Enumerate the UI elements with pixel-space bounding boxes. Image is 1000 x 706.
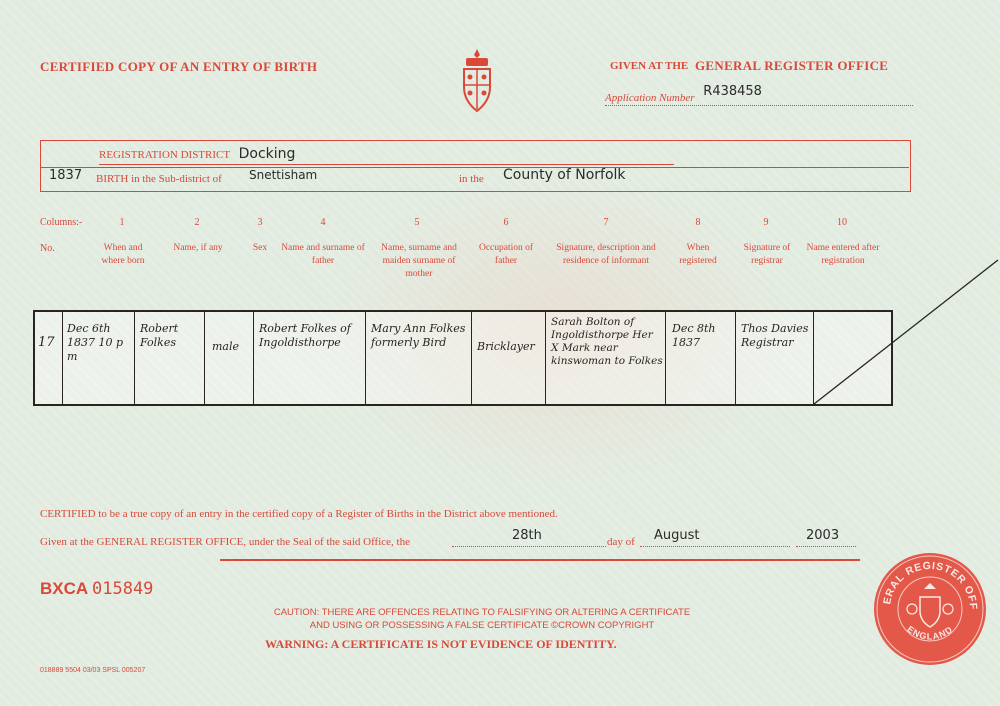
- entry-cell: [33, 312, 63, 404]
- column-header: Occupation of father: [478, 243, 534, 266]
- column-header: When and where born: [101, 243, 145, 266]
- application-number: R438458: [703, 84, 762, 99]
- caution-line-1: CAUTION: THERE ARE OFFENCES RELATING TO FALSIFYING OR ALTERING A CERTIFICATE: [273, 607, 691, 618]
- entry-cell: [205, 312, 254, 404]
- signature-rule: [220, 559, 860, 561]
- subdistrict-value: Snettisham: [249, 168, 318, 182]
- column-header: Name entered after registration: [806, 243, 880, 266]
- column-header: Name and surname of father: [281, 243, 365, 266]
- certificate-title: CERTIFIED COPY OF AN ENTRY OF BIRTH: [40, 59, 318, 74]
- caution-line-2: AND USING OR POSSESSING A FALSE CERTIFICATE ©CROWN COPYRIGHT: [309, 620, 655, 631]
- column-number: 1: [119, 217, 125, 228]
- column-number: 7: [603, 217, 609, 228]
- warning-text: WARNING: A CERTIFICATE IS NOT EVIDENCE OF IDENTITY.: [265, 637, 617, 651]
- column-number: 9: [763, 217, 769, 228]
- in-the-label: in the: [459, 173, 484, 185]
- column-header: Signature of registrar: [743, 243, 791, 266]
- county-value: County of Norfolk: [503, 167, 626, 183]
- entry-occupation: Bricklayer: [477, 340, 535, 353]
- entry-registered: Dec 8th 1837: [672, 322, 716, 349]
- entry-father: Robert Folkes of Ingoldisthorpe: [259, 322, 351, 349]
- column-number: 6: [503, 217, 509, 228]
- column-header: Signature, description and residence of informant: [556, 243, 656, 266]
- district-label: REGISTRATION DISTRICT: [99, 149, 230, 161]
- day-line: [452, 528, 606, 547]
- day-value: 28th: [512, 528, 542, 543]
- entry-sex: male: [212, 340, 240, 353]
- month-line: [640, 528, 790, 547]
- seal-bottom-text: ENGLAND: [905, 623, 955, 642]
- column-number: 10: [837, 217, 847, 228]
- entry-registrar: Thos Davies Registrar: [741, 322, 809, 349]
- column-header: Sex: [252, 243, 268, 253]
- day-of-label: day of: [607, 536, 635, 548]
- certified-statement: CERTIFIED to be a true copy of an entry in the certified copy of a Register of Births in the District above mentioned.: [40, 508, 558, 520]
- column-number: 2: [194, 217, 200, 228]
- given-at-label: GIVEN AT THE: [610, 60, 689, 72]
- district-row: [99, 146, 674, 165]
- office-title: GENERAL REGISTER OFFICE: [695, 58, 889, 73]
- strike-line: [812, 258, 1000, 408]
- registration-box: [40, 140, 911, 192]
- serial-number: 015849: [92, 579, 154, 599]
- gro-seal-icon: [872, 551, 988, 667]
- royal-crest-icon: [456, 47, 498, 117]
- entry-number: 17: [38, 335, 55, 350]
- column-header: Name, surname and maiden surname of mother: [381, 243, 457, 279]
- column-number: 8: [695, 217, 701, 228]
- caution-text: [222, 606, 742, 632]
- month-value: August: [654, 528, 700, 543]
- column-header: Name, if any: [173, 243, 223, 253]
- application-line: [605, 84, 913, 106]
- given-at-statement: Given at the GENERAL REGISTER OFFICE, under the Seal of the said Office, the: [40, 536, 410, 548]
- entry-name: Robert Folkes: [140, 322, 179, 349]
- birth-subdistrict-label: BIRTH in the Sub-district of: [96, 173, 222, 185]
- seal-top-text: ERAL REGISTER OFF: [881, 559, 980, 611]
- year-value: 1837: [49, 168, 83, 183]
- entry-cell: [472, 312, 546, 404]
- entry-when-born: Dec 6th 1837 10 p m: [67, 322, 124, 363]
- no-label: No.: [40, 243, 55, 254]
- entry-mother: Mary Ann Folkes formerly Bird: [371, 322, 466, 349]
- column-number: 5: [414, 217, 420, 228]
- footer-code: 018889 5504 03/03 SPSL 005207: [40, 667, 146, 674]
- district-value: Docking: [238, 146, 296, 162]
- column-number: 4: [320, 217, 326, 228]
- year-value-cert: 2003: [806, 528, 840, 543]
- box-divider: [41, 167, 909, 168]
- column-header: When registered: [679, 243, 717, 266]
- column-number: 3: [257, 217, 263, 228]
- serial-prefix: BXCA: [40, 579, 89, 598]
- year-line: [796, 528, 856, 547]
- entry-informant: Sarah Bolton of Ingoldisthorpe Her X Mark near kinswoman to Folkes: [551, 316, 663, 368]
- columns-label: Columns:-: [40, 217, 83, 228]
- application-label: Application Number: [605, 92, 695, 104]
